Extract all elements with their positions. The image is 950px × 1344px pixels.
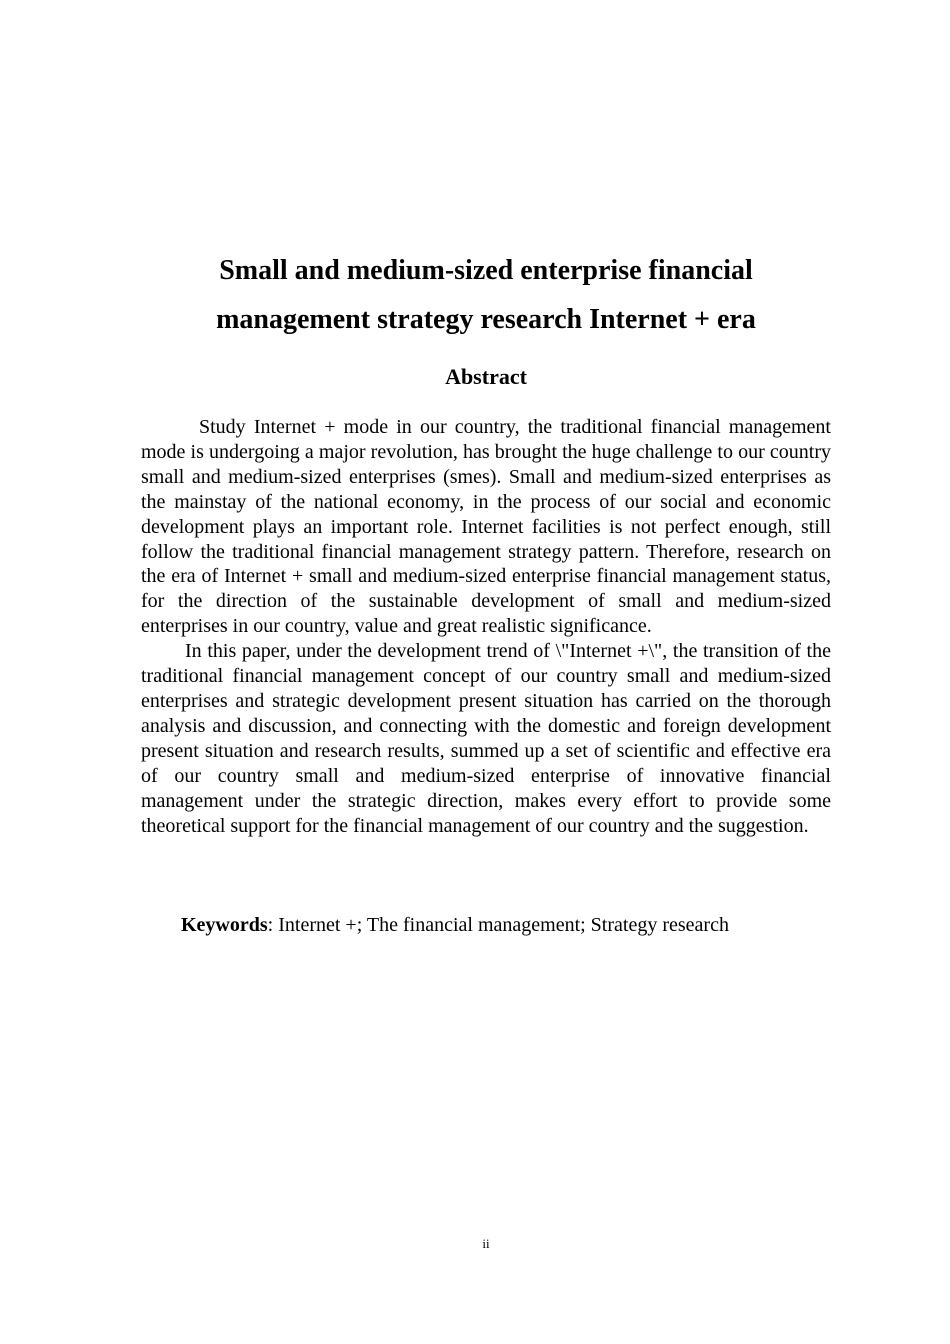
- keywords-label: Keywords: [181, 914, 268, 936]
- page-number: ii: [482, 1236, 490, 1251]
- keywords-line: [181, 912, 729, 938]
- title-line-2: management strategy research Internet + era: [216, 304, 756, 335]
- keywords-text: : Internet +; The financial management; Strategy research: [267, 914, 729, 936]
- abstract-paragraph-2: In this paper, under the development trend of \"Internet +\", the transition of the traditional financial management concept of our country small and medium-sized enterprises and strategic development present situation has carried on the thorough analysis and discussion, and connecting with the domestic and foreign development present situation and research results, summed up a set of scientific and effective era of our country small and medium-sized enterprise of innovative financial management under the strategic direction, makes every effort to provide some theoretical support for the financial management of our country and the suggestion.: [141, 640, 831, 837]
- document-title: [141, 246, 831, 344]
- abstract-heading: Abstract: [445, 364, 527, 389]
- abstract-paragraph-1: Study Internet + mode in our country, the traditional financial management mode is undergoing a major revolution, has brought the huge challenge to our country small and medium-sized enterprises (smes). Small and medium-sized enterprises as the mainstay of the national economy, in the process of our social and economic development plays an important role. Internet facilities is not perfect enough, still follow the traditional financial management strategy pattern. Therefore, research on the era of Internet + small and medium-sized enterprise financial management status, for the direction of the sustainable development of small and medium-sized enterprises in our country, value and great realistic significance.: [141, 416, 831, 638]
- title-line-1: Small and medium-sized enterprise financial: [219, 255, 753, 286]
- abstract-body: [141, 415, 831, 838]
